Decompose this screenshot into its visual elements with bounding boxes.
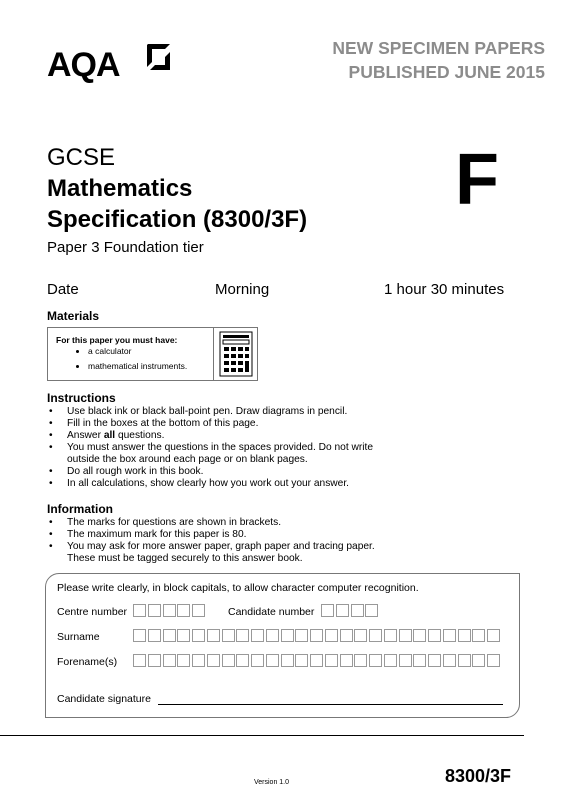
- instruction-text: Answer all questions.: [67, 430, 165, 441]
- footer-divider: [0, 735, 524, 736]
- candidate-number-label: Candidate number: [228, 606, 315, 618]
- materials-box: [47, 327, 258, 381]
- paper-code: 8300/3F: [445, 766, 512, 786]
- information-text: You may ask for more answer paper, graph paper and tracing paper.: [67, 541, 375, 552]
- date-label: Date: [47, 281, 79, 298]
- instruction-text: You must answer the questions in the spaces provided. Do not write: [67, 442, 373, 453]
- materials-item: • mathematical instruments.: [88, 359, 187, 374]
- bullet: •: [49, 478, 53, 489]
- tier-letter: F: [455, 140, 499, 220]
- bullet: •: [49, 517, 53, 528]
- logo-mark-icon: [144, 44, 170, 70]
- bullet: •: [49, 442, 53, 453]
- calculator-cell: [213, 328, 258, 380]
- materials-item: • a calculator: [88, 344, 187, 359]
- instruction-text: outside the box around each page or on blank pages.: [67, 454, 308, 465]
- bullet: •: [49, 430, 53, 441]
- logo-text: AQA: [47, 46, 120, 84]
- forename-label: Forename(s): [57, 656, 118, 668]
- candidate-prompt: Please write clearly, in block capitals, to allow character computer recognition.: [57, 582, 419, 594]
- aqa-logo: [47, 48, 120, 82]
- instruction-text: Use black ink or black ball-point pen. Draw diagrams in pencil.: [67, 406, 348, 417]
- instruction-text: In all calculations, show clearly how you work out your answer.: [67, 478, 349, 489]
- candidate-number-input[interactable]: [321, 604, 380, 617]
- surname-input[interactable]: [133, 629, 502, 642]
- bullet: •: [49, 529, 53, 540]
- bullet: •: [49, 418, 53, 429]
- information-text: The marks for questions are shown in brackets.: [67, 517, 282, 528]
- information-text: These must be tagged securely to this answer book.: [67, 553, 303, 564]
- duration-label: 1 hour 30 minutes: [384, 281, 505, 298]
- bullet: •: [49, 541, 53, 552]
- bullet: •: [49, 406, 53, 417]
- specimen-line-2: PUBLISHED JUNE 2015: [348, 62, 545, 82]
- surname-label: Surname: [57, 631, 100, 643]
- session-label: Morning: [215, 281, 270, 298]
- qualification: GCSE: [47, 144, 116, 171]
- information-heading: Information: [47, 502, 113, 516]
- version-label: Version 1.0: [254, 779, 290, 786]
- paper-tier: Paper 3 Foundation tier: [47, 239, 204, 256]
- materials-heading: Materials: [47, 309, 100, 323]
- centre-number-label: Centre number: [57, 606, 128, 618]
- signature-label: Candidate signature: [57, 693, 151, 705]
- subject-title: Mathematics: [47, 175, 193, 202]
- materials-list: [70, 344, 187, 374]
- calculator-icon: [214, 328, 258, 380]
- candidate-details-box: [45, 573, 520, 718]
- instructions-heading: Instructions: [47, 391, 116, 405]
- materials-box-heading: For this paper you must have:: [56, 335, 178, 345]
- signature-line[interactable]: [158, 704, 503, 705]
- instruction-text: Fill in the boxes at the bottom of this page.: [67, 418, 259, 429]
- bullet: •: [49, 466, 53, 477]
- specification-title: Specification (8300/3F): [47, 206, 308, 233]
- specimen-line-1: NEW SPECIMEN PAPERS: [332, 38, 545, 58]
- forename-input[interactable]: [133, 654, 502, 667]
- centre-number-input[interactable]: [133, 604, 207, 617]
- specimen-notice: [332, 36, 545, 84]
- instruction-text: Do all rough work in this book.: [67, 466, 204, 477]
- information-text: The maximum mark for this paper is 80.: [67, 529, 247, 540]
